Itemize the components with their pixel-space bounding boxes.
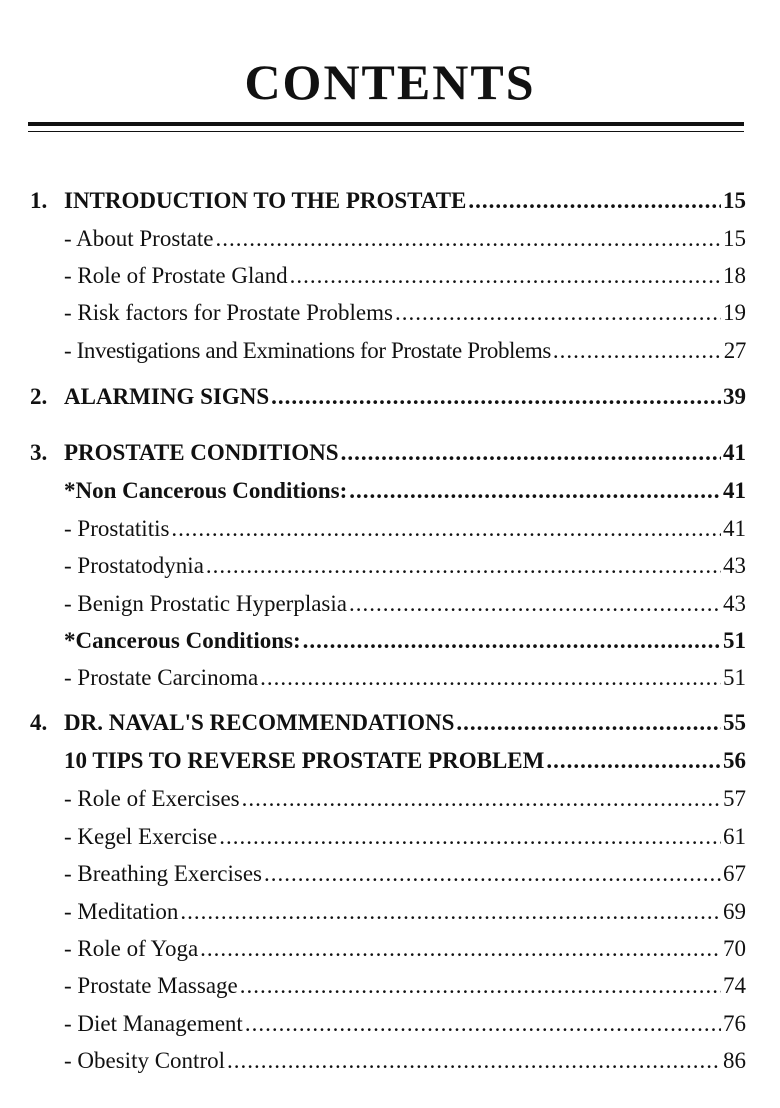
dot-leader bbox=[349, 589, 721, 619]
page-number: 74 bbox=[723, 973, 746, 998]
page-number: 57 bbox=[723, 786, 746, 811]
dot-leader bbox=[456, 708, 721, 738]
chapter-number: 3. bbox=[30, 440, 48, 465]
dot-leader bbox=[240, 971, 721, 1001]
toc-entry-breathing-exercises[interactable] bbox=[64, 859, 746, 889]
section-title: 10 TIPS TO REVERSE PROSTATE PROBLEM bbox=[64, 748, 545, 773]
page-number: 19 bbox=[723, 300, 746, 325]
dot-leader bbox=[216, 224, 722, 254]
toc-entry-prostatodynia[interactable] bbox=[64, 551, 746, 581]
page-number: 41 bbox=[723, 478, 746, 503]
entry-title: - Role of Exercises bbox=[64, 786, 240, 811]
page-number: 43 bbox=[723, 591, 746, 616]
page-number: 86 bbox=[723, 1048, 746, 1073]
page-number: 41 bbox=[723, 440, 746, 465]
chapter-number: 4. bbox=[30, 710, 48, 735]
toc-entry-prostatitis[interactable] bbox=[64, 514, 746, 544]
page-title: CONTENTS bbox=[244, 54, 536, 110]
page-number: 67 bbox=[723, 861, 746, 886]
entry-title: - Risk factors for Prostate Problems bbox=[64, 300, 393, 325]
entry-title: - Prostate Massage bbox=[64, 973, 238, 998]
dot-leader bbox=[227, 1046, 721, 1076]
page-number: 56 bbox=[723, 748, 746, 773]
toc-entry-bph[interactable] bbox=[64, 589, 746, 619]
chapter-title: DR. NAVAL'S RECOMMENDATIONS bbox=[64, 710, 455, 735]
dot-leader bbox=[200, 934, 721, 964]
entry-title: - Investigations and Exminations for Prostate Problems bbox=[64, 338, 551, 363]
section-title: *Non Cancerous Conditions: bbox=[64, 478, 348, 503]
chapter-number: 2. bbox=[30, 384, 48, 409]
toc-entry-kegel-exercise[interactable] bbox=[64, 822, 746, 852]
entry-title: - Breathing Exercises bbox=[64, 861, 262, 886]
entry-title: - Meditation bbox=[64, 899, 179, 924]
dot-leader bbox=[242, 784, 721, 814]
dot-leader bbox=[349, 476, 721, 506]
dot-leader bbox=[171, 514, 721, 544]
toc-chapter-1[interactable] bbox=[30, 186, 746, 216]
page-number: 55 bbox=[723, 710, 746, 735]
page-number: 61 bbox=[723, 824, 746, 849]
toc-chapter-3[interactable] bbox=[30, 438, 746, 468]
page-number: 27 bbox=[723, 338, 746, 363]
toc-entry-meditation[interactable] bbox=[64, 897, 746, 927]
entry-title: - Role of Yoga bbox=[64, 936, 199, 961]
entry-title: - Role of Prostate Gland bbox=[64, 263, 288, 288]
page-number: 51 bbox=[723, 665, 746, 690]
page-number: 15 bbox=[723, 188, 746, 213]
chapter-title: PROSTATE CONDITIONS bbox=[64, 440, 339, 465]
toc-entry-diet-management[interactable] bbox=[64, 1009, 746, 1039]
toc-section-cancerous[interactable] bbox=[64, 626, 746, 656]
dot-leader bbox=[341, 438, 721, 468]
toc-entry-prostate-massage[interactable] bbox=[64, 971, 746, 1001]
toc-entry-risk-factors[interactable] bbox=[64, 298, 746, 328]
dot-leader bbox=[553, 336, 722, 366]
dot-leader bbox=[395, 298, 721, 328]
dot-leader bbox=[206, 551, 721, 581]
dot-leader bbox=[264, 859, 721, 889]
toc-entry-obesity-control[interactable] bbox=[64, 1046, 746, 1076]
toc-chapter-2[interactable] bbox=[30, 382, 746, 412]
entry-title: - Diet Management bbox=[64, 1011, 243, 1036]
toc-entry-role-of-exercises[interactable] bbox=[64, 784, 746, 814]
page-number: 70 bbox=[723, 936, 746, 961]
entry-title: - About Prostate bbox=[64, 226, 214, 251]
toc-entry-role-of-yoga[interactable] bbox=[64, 934, 746, 964]
page-number: 51 bbox=[723, 628, 746, 653]
page-number: 41 bbox=[723, 516, 746, 541]
chapter-title: INTRODUCTION TO THE PROSTATE bbox=[64, 188, 467, 213]
title-rule-thick bbox=[28, 122, 744, 126]
toc-entry-role-of-prostate-gland[interactable] bbox=[64, 261, 746, 291]
chapter-number: 1. bbox=[30, 188, 48, 213]
entry-title: - Obesity Control bbox=[64, 1048, 225, 1073]
entry-title: - Kegel Exercise bbox=[64, 824, 218, 849]
dot-leader bbox=[180, 897, 721, 927]
toc-section-10-tips[interactable] bbox=[64, 746, 746, 776]
page-number: 43 bbox=[723, 553, 746, 578]
entry-title: - Prostate Carcinoma bbox=[64, 665, 259, 690]
toc-section-non-cancerous[interactable] bbox=[64, 476, 746, 506]
title-rule-thin bbox=[28, 131, 744, 132]
dot-leader bbox=[271, 382, 721, 412]
page-number: 76 bbox=[723, 1011, 746, 1036]
dot-leader bbox=[219, 822, 721, 852]
dot-leader bbox=[546, 746, 721, 776]
dot-leader bbox=[260, 663, 721, 693]
dot-leader bbox=[468, 186, 721, 216]
entry-title: - Benign Prostatic Hyperplasia bbox=[64, 591, 347, 616]
entry-title: - Prostatitis bbox=[64, 516, 170, 541]
toc-entry-about-prostate[interactable] bbox=[64, 224, 746, 254]
section-title: *Cancerous Conditions: bbox=[64, 628, 301, 653]
chapter-title: ALARMING SIGNS bbox=[64, 384, 270, 409]
page-number: 39 bbox=[723, 384, 746, 409]
dot-leader bbox=[245, 1009, 721, 1039]
toc-chapter-4[interactable] bbox=[30, 708, 746, 738]
page-number: 18 bbox=[723, 263, 746, 288]
entry-title: - Prostatodynia bbox=[64, 553, 204, 578]
toc-entry-investigations[interactable] bbox=[64, 336, 746, 366]
dot-leader bbox=[303, 626, 721, 656]
dot-leader bbox=[290, 261, 721, 291]
page-number: 15 bbox=[723, 226, 746, 251]
toc-entry-prostate-carcinoma[interactable] bbox=[64, 663, 746, 693]
page-number: 69 bbox=[723, 899, 746, 924]
